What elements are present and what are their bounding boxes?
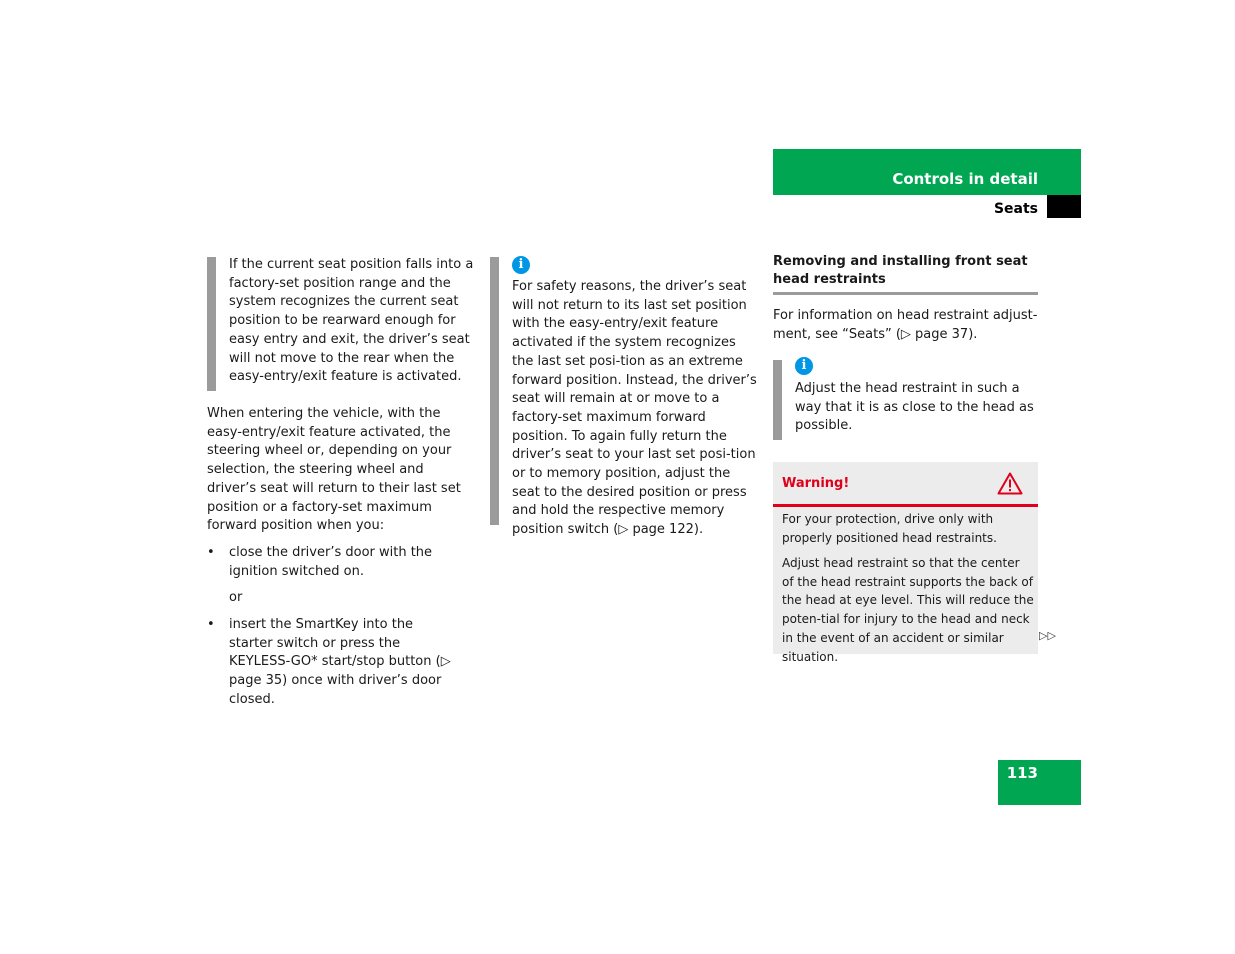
heading-rule xyxy=(773,292,1038,295)
list-item-text: close the driver’s door with the ignition switched on. xyxy=(229,545,433,579)
warning-triangle-icon xyxy=(997,472,1023,495)
list-item xyxy=(207,544,475,581)
section-marker xyxy=(1047,195,1081,218)
info-icon: i xyxy=(512,256,530,274)
intro-paragraph: When entering the vehicle, with the easy-entry/exit feature activated, the steering wheel or, depending on your selection, the steering wheel and driver’s seat will return to their last set position or a factory-set maximum forward position when you: xyxy=(207,406,461,534)
warning-text: For your protection, drive only with properly positioned head restraints. xyxy=(782,512,997,545)
warning-label: Warning! xyxy=(782,476,850,491)
condition-list xyxy=(207,544,475,581)
page-number: 113 xyxy=(1006,764,1038,782)
note-bar xyxy=(490,257,499,525)
info-icon: i xyxy=(795,357,813,375)
note-bar xyxy=(207,257,216,391)
list-item-text: insert the SmartKey into the starter switch or press the KEYLESS-GO* start/stop button (▷ page 35) once with driver’s door closed. xyxy=(229,617,451,707)
continue-arrow-icon: ▷▷ xyxy=(1039,629,1056,642)
section-title: Seats xyxy=(993,201,1038,217)
warning-text: Adjust head restraint so that the center of the head restraint supports the back of the head at eye level. This will reduce the poten-tial for injury to the head and neck in the event of an accident or similar situation. xyxy=(782,556,1034,664)
info-paragraph: For information on head restraint adjust-ment, see “Seats” (▷ page 37). xyxy=(773,308,1038,342)
note-text: If the current seat position falls into a factory-set position range and the system recognizes the current seat position to be rearward enough for easy entry and exit, the driver’s seat will not move to the rear when the easy-entry/exit feature is activated. xyxy=(229,257,474,385)
list-item xyxy=(207,616,457,710)
condition-list xyxy=(207,616,457,710)
or-text: or xyxy=(229,590,243,605)
chapter-title: Controls in detail xyxy=(892,170,1038,188)
note-bar xyxy=(773,360,782,440)
info-note-text: Adjust the head restraint in such a way that it is as close to the head as possible. xyxy=(795,381,1034,434)
bullet: • xyxy=(207,617,215,632)
bullet: • xyxy=(207,545,215,560)
info-note-text: For safety reasons, the driver’s seat will not return to its last set position with the easy-entry/exit feature activated if the system recognizes the last set posi-tion as an extreme forward position. Instead, the driver’s seat will remain at or move to a factory-set maximum forward position. To again fully return the driver’s seat to your last set posi-tion or to memory position, adjust the seat to the desired position or press and hold the respective memory position switch (▷ page 122). xyxy=(512,279,757,538)
section-heading: Removing and installing front seat head restraints xyxy=(773,254,1028,287)
